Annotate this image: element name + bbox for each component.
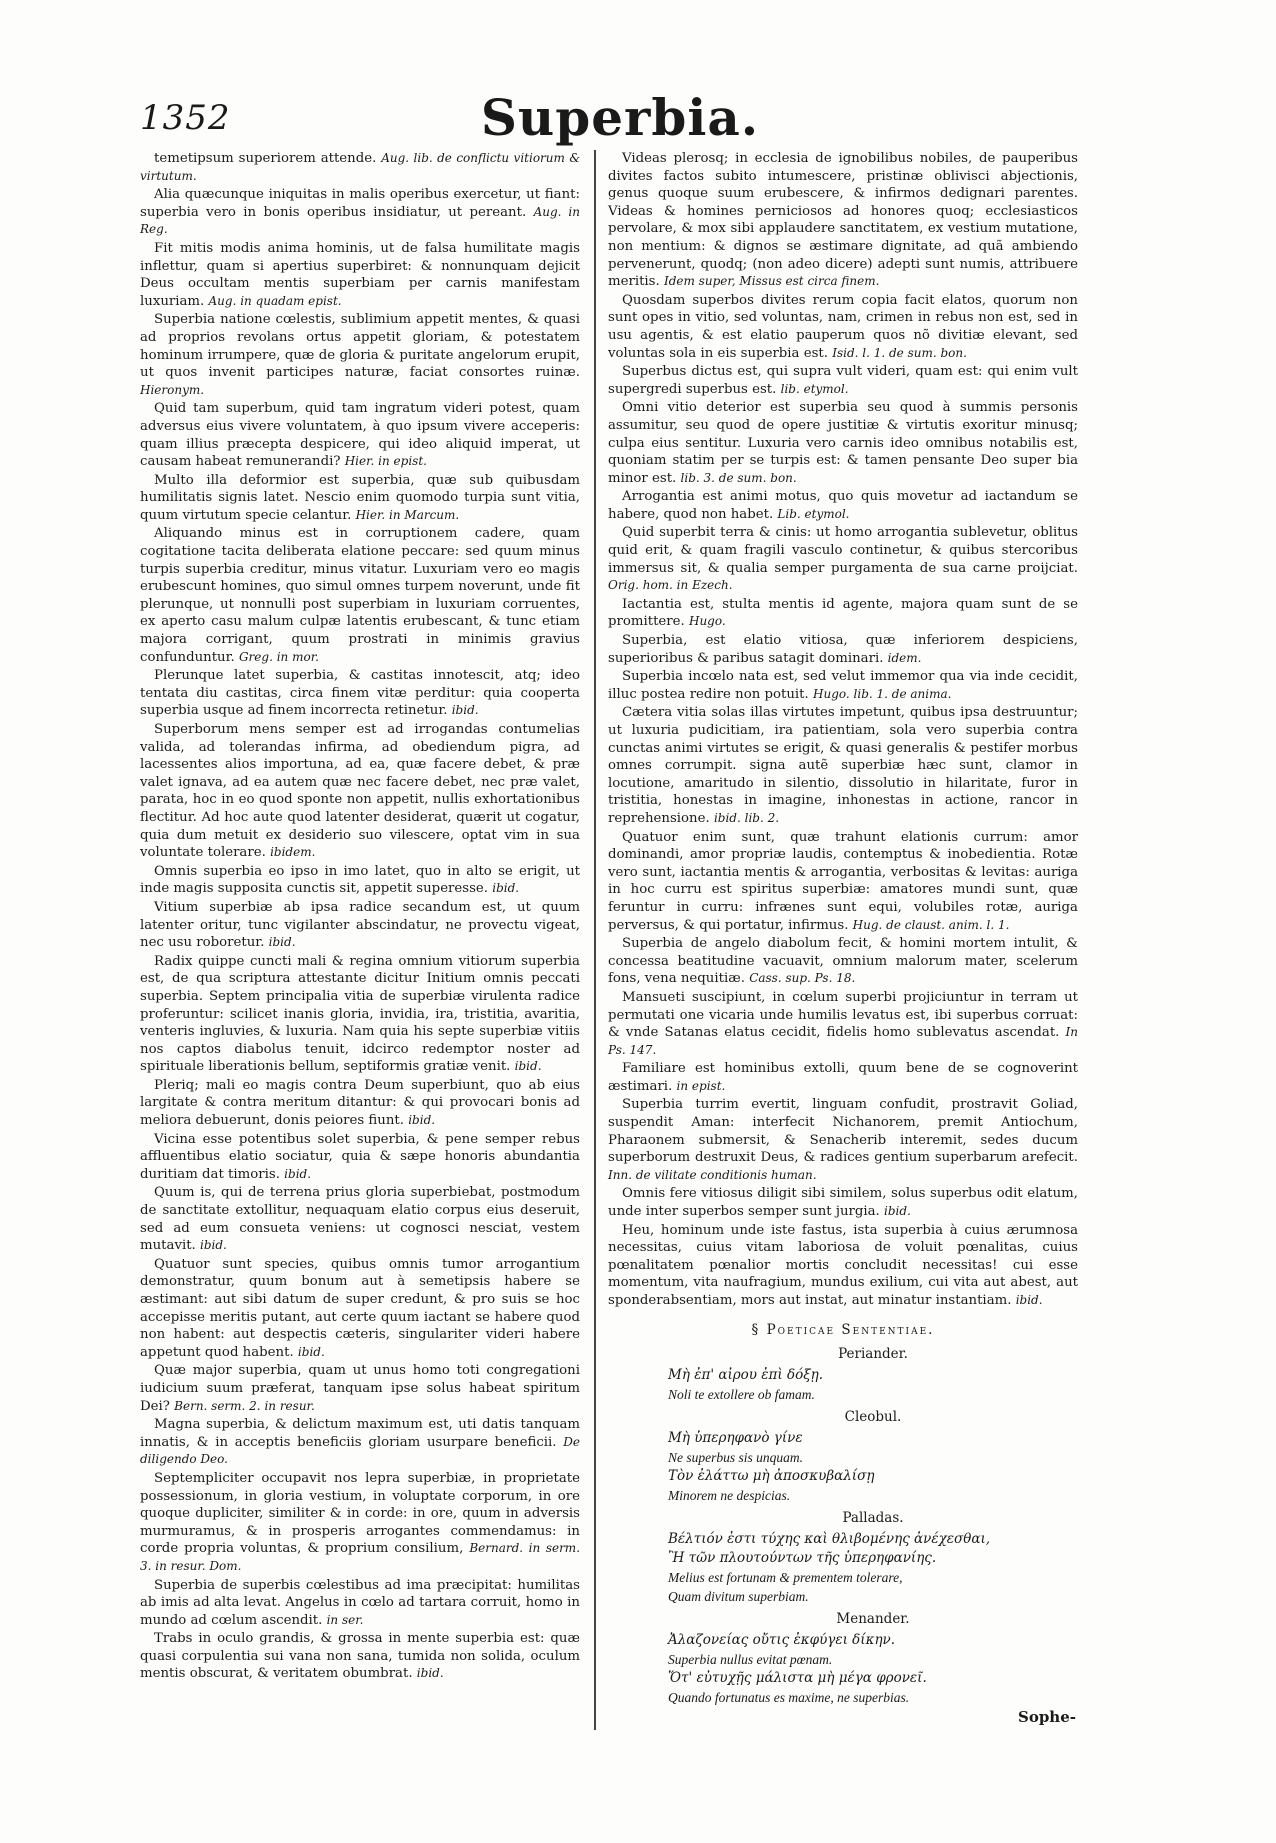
latin-verse: Quam divitum superbiam. [668,1589,809,1605]
source-citation: Isid. l. 1. de sum. bon. [832,345,967,360]
source-citation: Cass. sup. Ps. 18. [749,971,856,986]
source-citation: in ser. [326,1612,364,1627]
latin-verse: Superbia nullus evitat pœnam. [668,1652,833,1668]
source-citation: Hier. in epist. [344,454,427,469]
paragraph [140,472,580,525]
paragraph [140,186,580,239]
paragraph [608,363,1078,398]
paragraph-text: Mansueti suscipiunt, in cœlum superbi projiciuntur in terram ut permutati one vicaria unde humilis levatus est, ibi superbus corruat: & vnde Satanas elatus cecidit, fidelis homo sublevatus ascendat. [608,989,1078,1041]
poetic-sentences [668,1345,1078,1707]
greek-verse: Ἢ τῶν πλουτούντων τῆς ὑπερηφανίης. [668,1550,937,1567]
paragraph [140,150,580,185]
source-citation: Hieronym. [140,382,205,397]
paragraph [140,311,580,399]
paragraph [140,1184,580,1254]
paragraph [140,1577,580,1630]
source-citation: ibid. [200,1238,227,1253]
paragraph-text: Quatuor sunt species, quibus omnis tumor arrogantium demonstratur, quum bonum aut à semetipsis habere se æstimant: aut sibi datum de super credunt, & pro suis se hoc accepisse meritis putant, aut certe quum iactant se habere quod non habent: aut despectis cæteris, singulariter videri habere appetunt quod habent. [140,1256,580,1360]
source-citation: Lib. etymol. [777,506,850,521]
paragraph [140,1416,580,1469]
source-citation: in epist. [676,1078,726,1093]
paragraph [608,596,1078,631]
paragraph [608,704,1078,827]
latin-verse: Ne superbus sis unquam. [668,1450,804,1466]
source-citation: lib. etymol. [780,381,849,396]
paragraph-text: Quosdam superbos divites rerum copia facit elatos, quorum non sunt opes in vitio, sed voluntas, nam, crimen in rebus non est, sed in usu agentis, & est elatio pauperum quos nõ divitiæ elevant, sed voluntas sola in eis superbia est. [608,292,1078,361]
right-column [608,150,1078,1707]
paragraph [608,989,1078,1059]
paragraph-text: Superbia de superbis cœlestibus ad ima præcipitat: humilitas ab imis ad alta levat. Angelus in cœlo ad tartara corruit, homo in mundo ad cœlum ascendit. [140,1577,580,1628]
paragraph-text: Quæ major superbia, quam ut unus homo toti congregationi iudicium suum præferat, tanquam ipse solus habeat spiritum Dei? [140,1363,580,1414]
page-number: 1352 [140,98,231,138]
paragraph-text: Quatuor enim sunt, quæ trahunt elationis currum: amor dominandi, amor propriæ laudis, contemptus & inobedientia. Rotæ vero sunt, iactantia mentis & arrogantia, verbositas & levitas: auriga in hoc curru est spiritus superbiæ: amatores mundi sunt, quæ feruntur in curru: infrænes sunt equi, volubiles rotæ, auriga perversus, & qui portatur, infirmus. [608,829,1078,933]
paragraph [140,240,580,310]
source-citation: ibid. [284,1166,312,1181]
paragraph-text: Aliquando minus est in corruptionem cadere, quam cogitatione tacita deliberata elatione peccare: sed quum minus turpis superbia creditur, minus vitatur. Luxuriam vero eo magis erubescunt homines, quo simul omnes turpem noverunt, unde fit plerunque, ut nonnulli post superbiam in luxuriam corruentes, ex aperto casu malum culpæ latentis erubescant, & tunc etiam majora corrigant, quum prostrati in minimis gravius confunduntur. [140,526,580,665]
source-citation: In Ps. 147. [608,1025,1078,1057]
source-citation: Bernard. in serm. 3. in resur. Dom. [140,1541,581,1573]
paragraph-text: Septempliciter occupavit nos lepra superbiæ, in proprietate possessionum, in gloria vestium, in voluptate corporum, in ore quoque dupliciter, similiter & in corde: in ore, quum in adversis murmuramus, & in prosperis arrogantes commendamus: in corde propria voluntas, & proprium consilium, [140,1470,580,1557]
latin-verse: Minorem ne despicias. [668,1488,791,1504]
section-heading: § Poeticae Sententiae. [751,1321,935,1338]
page-header [140,88,1100,148]
paragraph [608,1185,1078,1220]
paragraph-text: Omni vitio deterior est superbia seu quod à summis personis assumitur, seu quod de opere justitiæ & virtutis exoritur minusq; culpa eius sentitur. Luxuria vero carnis ideo omnibus notabilis est, quoniam statim per se turpis est: & tamen pensante Deo super bia minor est. [608,400,1078,486]
paragraph-text: Omnis fere vitiosus diligit sibi similem, solus superbus odit elatum, unde inter superbos semper sunt jurgia. [608,1186,1078,1220]
paragraph [140,400,580,470]
paragraph [140,899,580,952]
source-citation: ibidem. [270,845,316,860]
source-citation: Aug. in quadam epist. [208,293,342,308]
source-citation: ibid. [451,703,479,718]
column-divider [594,150,596,1730]
greek-verse: Μὴ ὑπερηφανὸ γίνε [668,1430,803,1447]
paragraph-text: Vitium superbiæ ab ipsa radice secandum est, ut quum latenter oritur, tunc vigilanter abscindatur, ne provectu vigeat, nec usu roboretur. [140,899,580,951]
source-citation: idem. [887,650,922,665]
paragraph [140,1131,580,1184]
paragraph-text: Superbus dictus est, qui supra vult videri, quam est: qui enim vult supergredi superbus est. [608,364,1078,397]
greek-verse: Μὴ ἐπ' αἰρου ἐπὶ δόξῃ. [668,1367,824,1384]
paragraph [140,721,580,862]
poet-name: Menander. [836,1611,910,1628]
paragraph [140,953,580,1076]
paragraph-text: Superbia natione cœlestis, sublimium appetit mentes, & quasi ad proprios revolans ortus appetit gloriam, & potestatem hominum irrumpere, quæ de gloria & puritate angelorum erupit, ut quos invenit participes naturæ, faciat consortes ruinæ. [140,312,580,381]
paragraph [608,488,1078,523]
paragraph [608,1222,1078,1310]
paragraph-text: temetipsum superiorem attende. [154,151,377,166]
poet-name: Cleobul. [844,1409,902,1426]
source-citation: Inn. de vilitate conditionis human. [608,1167,817,1182]
paragraph [608,668,1078,703]
paragraph-text: Quid superbit terra & cinis: ut homo arrogantia sublevetur, oblitus quid erit, & quam fragili vasculo continetur, & quibus stercoribus immersus sit, & qualia semper purgamenta de sua carne proijciat. [608,525,1078,576]
greek-verse: Ὅτ' εὐτυχῇς μάλιστα μὴ μέγα φρονεῖ. [668,1670,927,1687]
paragraph-text: Superborum mens semper est ad irrogandas contumelias valida, ad tolerandas infirma, ad obediendum pigra, ad lacessentes alios importuna, ad ea, quæ facere debet, & præ valet ignava, ad ea autem quæ nec facere debet, nec præ valet, parata, hoc in eo quod sponte non appetit, nullis exhortationibus flectitur. Ad hoc aute quod latenter desiderat, quærit ut cogatur, quia dum metuit ex desiderio suo vilescere, optat vim in sua voluntate tolerare. [140,722,580,861]
paragraph-text: Familiare est hominibus extolli, quum bene de se cognoverint æstimari. [608,1061,1078,1094]
source-citation: ibid. [416,1666,444,1681]
paragraph-text: Cætera vitia solas illas virtutes impetunt, quibus ipsa destruuntur; ut luxuria pudicitiam, ira patientiam, sola vero superbia contra cunctas animi virtutes se erigit, & quasi generalis & pestifer morbus omnes corrumpit. signa autẽ superbiæ hæc sunt, clamor in locutione, amaritudo in silentio, dissolutio in hilaritate, furor in tristitia, honestas in imagine, inhonestas in actione, rancor in reprehensione. [608,705,1078,826]
source-citation: lib. 3. de sum. bon. [680,470,797,485]
paragraph [140,863,580,898]
paragraph [140,1077,580,1130]
source-citation: Hug. de claust. anim. l. 1. [852,917,1010,932]
poet-name: Periander. [838,1346,908,1363]
paragraph-text: Alia quæcunque iniquitas in malis operibus exercetur, ut fiant: superbia vero in bonis operibus insidiatur, ut pereant. [140,187,580,220]
source-citation: Hier. in Marcum. [355,507,460,522]
paragraph [608,935,1078,988]
paragraph-text: Plerunque latet superbia, & castitas innotescit, atq; ideo tentata diu castitas, circa finem vitæ perditur: quia cooperta superbia usque ad finem incorrecta retinetur. [140,668,580,719]
source-citation: Aug. lib. de conflictu vitiorum & virtutum. [140,151,581,183]
paragraph-text: Quid tam superbum, quid tam ingratum videri potest, quam adversus eius vivere voluntatem, à quo ipsum vivere acceperis: quam illius præcepta despicere, qui ideo aliquid imperat, ut causam habeat remunerandi? [140,401,580,470]
paragraph [608,1096,1078,1184]
paragraph [140,667,580,720]
paragraph [140,1256,580,1362]
paragraph-text: Fit mitis modis anima hominis, ut de falsa humilitate magis inflettur, quam si apertius superbiret: & nonnunquam dejicit Deus occultam mentis superbiam per carnis manifestam luxuriam. [140,240,580,309]
paragraph [608,632,1078,667]
paragraph-text: Superbia de angelo diabolum fecit, & homini mortem intulit, & concessa beatitudine vacuavit, omnium malorum mater, scelerum fons, vena nequitiæ. [608,936,1078,987]
source-citation: ibid. [268,935,296,950]
paragraph [140,1362,580,1415]
paragraph-text: Multo illa deformior est superbia, quæ sub quibusdam humilitatis signis latet. Nescio enim quomodo turpia sunt vitia, quum virtutum specie celantur. [140,472,580,523]
source-citation: Greg. in mor. [238,649,319,664]
latin-verse: Melius est fortunam & prementem tolerare, [668,1570,903,1586]
paragraph-text: Vicina esse potentibus solet superbia, & pene semper rebus affluentibus elatio sociatur, quia & sæpe honoris abundantia duritiam dat timoris. [140,1131,580,1182]
paragraph-text: Superbia turrim evertit, linguam confudit, prostravit Goliad, suspendit Aman: interfecit Nichanorem, premit Antiochum, Pharaonem submersit, & Senacherib interemit, sedes ducum superborum destruxit Deus, & radices gentium superbarum arefecit. [608,1097,1078,1166]
source-citation: Aug. in Reg. [140,204,580,237]
paragraph [140,1630,580,1683]
left-column [140,150,580,1684]
source-citation: Hugo. lib. 1. de anima. [813,686,952,701]
paragraph [608,1060,1078,1095]
paragraph-text: Arrogantia est animi motus, quo quis movetur ad iactandum se habere, quod non habet. [608,489,1078,522]
source-citation: ibid. lib. 2. [713,810,780,825]
paragraph-text: Radix quippe cuncti mali & regina omnium vitiorum superbia est, de qua scriptura attestante dicitur Initium omnis peccati superbia. Septem principalia vitia de superbiæ virulenta radice proferuntur: scilicet inanis gloria, invidia, ira, tristitia, avaritia, venteris ingluvies, & luxuria. Nam quia his septe superbiæ vitiis nos captos diabolus tenuit, idcirco redemptor noster ad spirituale liberationis bellum, septiformis gratiæ venit. [140,953,580,1075]
running-head: Superbia. [480,88,760,147]
paragraph-text: Superbia incœlo nata est, sed velut immemor qua via inde cecidit, illuc postea redire non potuit. [608,669,1078,702]
paragraph [140,525,580,666]
paragraph [140,1470,580,1576]
source-citation: Idem super, Missus est circa finem. [663,274,880,289]
source-citation: ibid. [514,1059,542,1074]
source-citation: ibid. [297,1344,325,1359]
source-citation: ibid. [492,881,520,896]
source-citation: ibid. [1015,1293,1043,1307]
paragraph-text: Omnis superbia eo ipso in imo latet, quo in alto se erigit, ut inde magis supposita cunctis sit, appetit superesse. [140,863,580,897]
paragraph-text: Magna superbia, & delictum maximum est, uti datis tanquam innatis, & in acceptis beneficiis gloriam usurpare beneficii. [140,1417,580,1450]
paragraph-text: Trabs in oculo grandis, & grossa in mente superbia est: quæ quasi corpulentia sui vana non sana, tumida non solida, oculum mentis obscurat, & veritatem obumbrat. [140,1631,580,1682]
source-citation: Hugo. [688,614,726,629]
greek-verse: Τὸν ἐλάττω μὴ ἀποσκυβαλίσῃ [668,1468,875,1485]
paragraph-text: Superbia, est elatio vitiosa, quæ inferiorem despiciens, superioribus & paribus satagit dominari. [608,633,1078,666]
paragraph [608,292,1078,362]
paragraph-text: Quum is, qui de terrena prius gloria superbiebat, postmodum de sanctitate extollitur, nequaquam elatio corpus eius deseruit, sed ad eum consueta veniens: ut cognosci nesciat, vestem mutavit. [140,1185,580,1254]
paragraph-text: Videas plerosq; in ecclesia de ignobilibus nobiles, de pauperibus divites factos subito intumescere, pristinæ oblivisci abjectionis, genus quoque suum erubescere, & infirmos dedignari parentes. Videas & homines perniciosos ad honores quoq; ecclesiasticos pervolare, & mox sibi applaudere sanctitatem, ex vestium mutatione, non mentium: & dignos se æstimare dignitate, ad quã ambiendo pervenerunt, quodq; (non adeo dicere) adepti sunt numis, attribuere meritis. [608,151,1078,290]
paragraph [608,524,1078,594]
paragraph-text: Pleriq; mali eo magis contra Deum superbiunt, quo ab eius largitate & contra meritum ditantur: & qui provocari bonis ad meliora debuerunt, donis peiores fiunt. [140,1077,580,1129]
source-citation: Orig. hom. in Ezech. [608,578,733,593]
catchword: Sophe- [1017,1708,1076,1726]
latin-verse: Noli te extollere ob famam. [668,1387,815,1403]
source-citation: Bern. serm. 2. in resur. [174,1398,315,1413]
poet-name: Palladas. [842,1510,904,1527]
paragraph [608,399,1078,487]
source-citation: ibid. [884,1204,911,1219]
paragraph [608,829,1078,935]
greek-verse: Ἀλαζονείας οὔτις ἐκφύγει δίκην. [668,1632,896,1649]
latin-verse: Quando fortunatus es maxime, ne superbias. [668,1690,910,1706]
paragraph-text: Iactantia est, stulta mentis id agente, majora quam sunt de se promittere. [608,596,1078,630]
paragraph-text: Heu, hominum unde iste fastus, ista superbia à cuius ærumnosa necessitas, cuius vitam laboriosa de voluit pœnalitas, cuius pœnalitatem pœnalior mortis concludit necessitas! cui esse momentum, vita naufragium, mundus exilium, cui vita aut abest, aut sponderabsentiam, mors aut instat, aut minatur instantiam. [608,1222,1078,1308]
source-citation: ibid. [408,1113,436,1128]
greek-verse: Βέλτιόν ἐστι τύχης καὶ θλιβομένης ἀνέχεσθαι, [668,1531,991,1548]
paragraph [608,150,1078,291]
source-citation: De diligendo Deo. [140,1434,580,1467]
